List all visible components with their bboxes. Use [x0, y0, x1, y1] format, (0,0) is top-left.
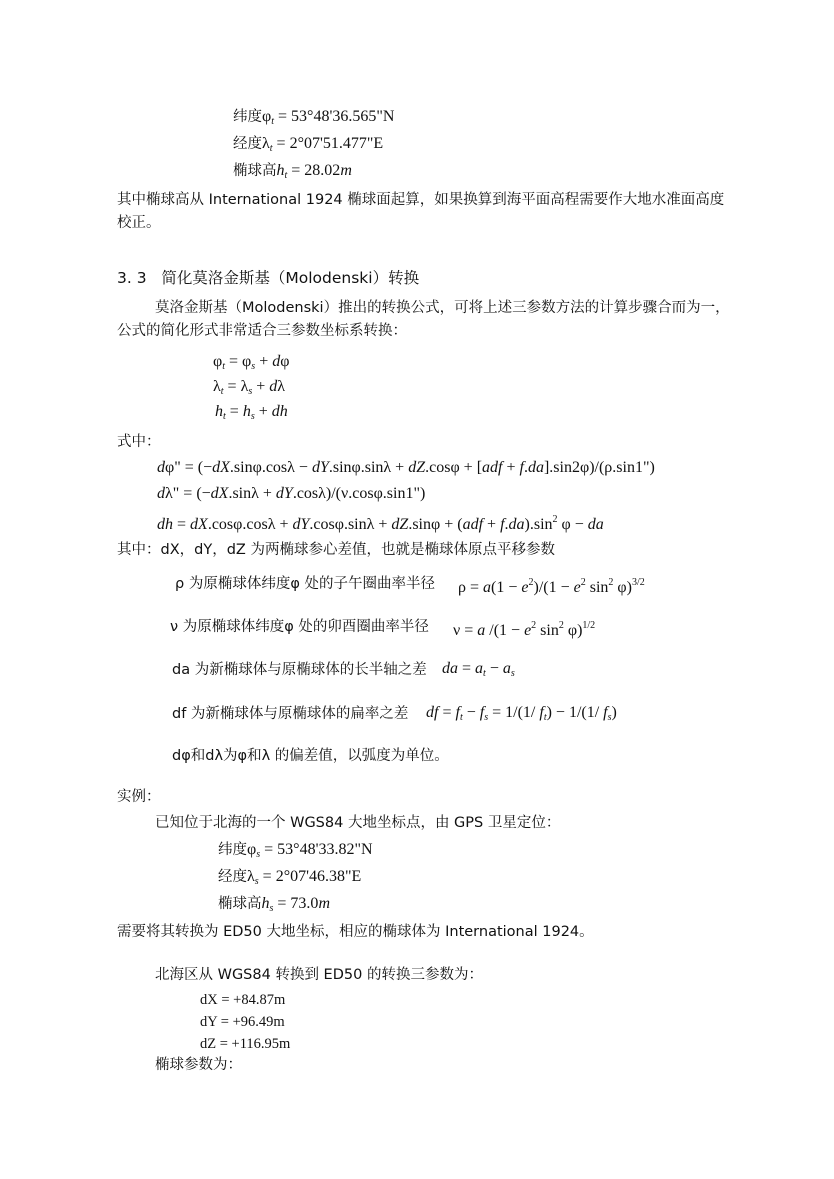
rho-formula: $\rho = a(1 - e^2)/(1 - e^2$ $\sin^2 \varphi)^{3/2}$ [458, 577, 645, 596]
df-definition: df 为新椭球体与原椭球体的扁率之差 [172, 706, 409, 722]
example-given: 已知位于北海的一个 WGS84 大地坐标点，由 GPS 卫星定位： [155, 815, 561, 831]
formula-h: $h_t = h_s$ + dh [215, 403, 288, 422]
da-formula: da = $a_t - a_s$ [442, 660, 515, 679]
example-longitude: 经度$\lambda_s$ = 2°07'46.38"E [218, 868, 362, 887]
da-definition: da 为新椭球体与原椭球体的长半轴之差 [172, 662, 427, 678]
formula-phi: $\varphi_t = \varphi_s + d\varphi$ [213, 353, 290, 372]
example-latitude: 纬度$\varphi_s$ = 53°48'33.82"N [218, 841, 373, 860]
example-task: 需要将其转换为 ED50 大地坐标，相应的椭球体为 International 1924。 [117, 924, 594, 940]
section-intro-2: 公式的简化形式非常适合三参数坐标系转换： [117, 323, 407, 339]
param-dz: dZ = +116.95m [200, 1036, 291, 1052]
params-label: 北海区从 WGS84 转换到 ED50 的转换三参数为： [155, 967, 483, 983]
section-heading [117, 268, 419, 288]
formula-dlambda: dλ" = (−dX.sinλ + dY.cosλ)/(ν.cosφ.sin1") [157, 485, 426, 502]
section-title: 简化莫洛金斯基（Molodenski）转换 [161, 269, 420, 287]
param-dy: dY = +96.49m [200, 1014, 285, 1030]
unit-note: dφ和dλ为φ和λ 的偏差值，以弧度为单位。 [172, 748, 449, 764]
rho-definition: ρ 为原椭球体纬度φ 处的子午圈曲率半径 [175, 576, 435, 592]
ellipsoid-params-label: 椭球参数为： [155, 1057, 242, 1073]
result-height: 椭球高$h_t = 28.02m$ [233, 162, 352, 181]
defs-intro: 其中：dX，dY，dZ 为两椭球参心差值，也就是椭球体原点平移参数 [117, 542, 555, 558]
where-label: 式中： [117, 434, 161, 450]
result-longitude: 经度$\lambda_t$ = 2°07'51.477"E [233, 135, 384, 154]
formula-dh: dh = $dX.\cos\varphi.\cos\lambda + dY.\cos\varphi.\sin\lambda + dZ.\sin\varphi + (adf + f.da).\sin^2$ φ − da [157, 514, 604, 533]
nu-definition: ν 为原椭球体纬度φ 处的卯酉圈曲率半径 [170, 619, 429, 635]
note-line-1: 其中椭球高从 International 1924 椭球面起算，如果换算到海平面高程需要作大地水准面高度 [117, 192, 725, 208]
section-number: 3. 3 [117, 269, 147, 287]
formula-lambda: $\lambda_t = \lambda_s + d\lambda$ [213, 378, 286, 397]
section-intro-1: 莫洛金斯基（Molodenski）推出的转换公式，可将上述三参数方法的计算步骤合而为一， [155, 300, 730, 316]
df-formula: df = $f_t - f_s = 1/(1/$ $f_t) - 1/(1/$ $f_s$) [426, 704, 617, 723]
example-height: 椭球高$h_s = 73.0m$ [218, 895, 330, 914]
formula-dphi: dφ" = (−dX.sinφ.cosλ − dY.sinφ.sinλ + dZ.cosφ + [adf + f.da].sin2φ)/(ρ.sin1") [157, 459, 655, 476]
nu-formula: ν = a $/(1 - e^2$ $\sin^2 \varphi)^{1/2}$ [453, 620, 596, 639]
param-dx: dX = +84.87m [200, 992, 286, 1008]
result-latitude: 纬度$\varphi_t$ = 53°48'36.565"N [233, 108, 395, 127]
note-line-2: 校正。 [117, 215, 161, 231]
example-label: 实例： [117, 789, 161, 805]
